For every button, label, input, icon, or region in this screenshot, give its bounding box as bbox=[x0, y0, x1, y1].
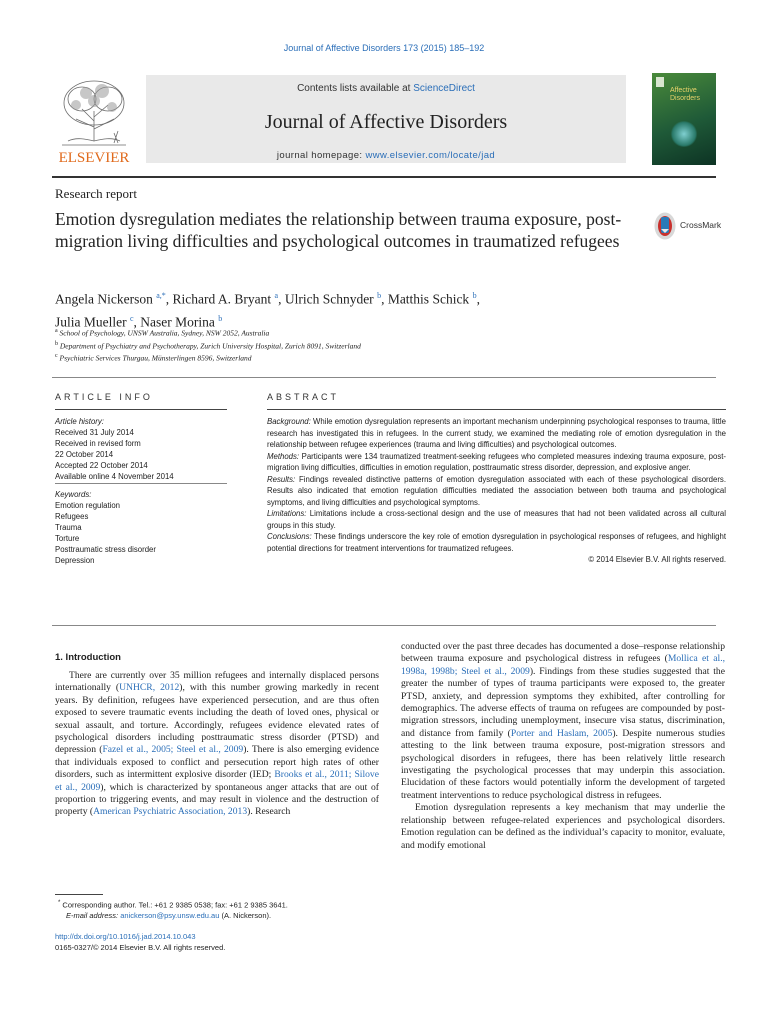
footnote-rule bbox=[55, 894, 103, 895]
publisher-name: ELSEVIER bbox=[58, 150, 130, 166]
author-affiliation-marker[interactable]: b bbox=[472, 291, 477, 300]
contents-line bbox=[146, 83, 626, 94]
abstract-section bbox=[267, 474, 726, 509]
author-name[interactable]: Ulrich Schnyder bbox=[284, 291, 374, 307]
affiliation-marker: a bbox=[55, 328, 58, 334]
affiliation-text: Department of Psychiatry and Psychotherapy, Zurich University Hospital, Zurich 8091, Switzerland bbox=[58, 341, 361, 350]
body-paragraph bbox=[401, 641, 725, 802]
author-name[interactable]: Matthis Schick bbox=[387, 291, 470, 307]
keywords-label: Keywords: bbox=[55, 490, 92, 499]
abstract-section-label: Results: bbox=[267, 474, 296, 484]
body-paragraph bbox=[55, 670, 379, 819]
affiliation-text: School of Psychology, UNSW Australia, Sydney, NSW 2052, Australia bbox=[57, 328, 270, 338]
history-item: Received in revised form bbox=[55, 439, 141, 448]
author-name[interactable]: Julia Mueller bbox=[55, 314, 127, 329]
article-info-heading: ARTICLE INFO bbox=[55, 392, 153, 402]
body-text: ). Despite numerous studies attesting to the link between trauma exposure, post-migration stressors and psychological disorders in refugees, there has been relatively little research investigating the psychological processes that may underpin this association. Elucidation of these factors would potentially inform the development of targeted treatment interventions to reduce psychological distress in refugees. bbox=[401, 727, 725, 801]
author-name[interactable]: Angela Nickerson bbox=[55, 291, 153, 307]
history-item: Received 31 July 2014 bbox=[55, 428, 134, 437]
author-affiliation-marker[interactable]: c bbox=[129, 313, 134, 323]
body-column-right bbox=[401, 641, 725, 852]
homepage-link[interactable]: www.elsevier.com/locate/jad bbox=[365, 150, 496, 161]
header-rule bbox=[52, 176, 716, 178]
abstract-section-text: Findings revealed distinctive patterns of emotion dysregulation associated with each of these psychological disorders. Results also indicated that emotion regulation difficulties mediated the association between both trauma and psychological symptoms, and living difficulties and psychological symptoms. bbox=[267, 474, 726, 507]
title-rule bbox=[52, 377, 716, 378]
author-affiliation-marker[interactable]: b bbox=[218, 313, 223, 323]
affiliation-text: Psychiatric Services Thurgau, Münsterlingen 8596, Switzerland bbox=[57, 353, 252, 363]
corresponding-author-footnote bbox=[58, 898, 378, 922]
history-item: 22 October 2014 bbox=[55, 450, 114, 459]
elsevier-tree-logo bbox=[52, 71, 136, 167]
journal-cover-image[interactable] bbox=[652, 73, 716, 165]
sciencedirect-link[interactable]: ScienceDirect bbox=[413, 83, 475, 94]
footnote-marker: * bbox=[58, 900, 61, 906]
abstract-body bbox=[267, 416, 726, 566]
citation-link[interactable]: Mollica et al., 1998a, 1998b; Steel et al., 2009 bbox=[401, 653, 725, 677]
abstract-section-text: Participants were 134 traumatized treatment-seeking refugees who completed measures indexing trauma exposure, post-migration living difficulties, difficulties in emotion regulation, posttraumatic stress disorder, depression, and explosive anger. bbox=[267, 451, 726, 472]
journal-citation[interactable]: Journal of Affective Disorders 173 (2015) 185–192 bbox=[283, 43, 485, 53]
abstract-section-label: Conclusions: bbox=[267, 532, 312, 541]
abstract-section-text: Limitations include a cross-sectional design and the use of measures that had not been validated across all cultural groups in this study. bbox=[267, 509, 726, 530]
affiliation-marker: c bbox=[55, 353, 58, 359]
body-rule bbox=[52, 625, 716, 626]
footnote-contact: Corresponding author. Tel.: +61 2 9385 0538; fax: +61 2 9385 3641. bbox=[60, 900, 288, 910]
citation-link[interactable]: American Psychiatric Association, 2013 bbox=[93, 806, 248, 818]
body-text: Emotion dysregulation represents a key mechanism that may underlie the relationship between refugee-related experiences and psychological disorders. Emotion regulation can be defined as the individual’s capacity to monitor, evaluate, and modify emotional bbox=[401, 802, 725, 851]
email-label: E-mail address: bbox=[66, 911, 121, 920]
affiliation-item bbox=[55, 339, 615, 352]
abstract-section-text: These findings underscore the key role of emotion dysregulation in psychological responses of refugees, and highlight potential directions for treatment interventions for traumatized refugees. bbox=[267, 532, 726, 553]
affiliation-item bbox=[55, 351, 615, 364]
abstract-heading: ABSTRACT bbox=[267, 392, 340, 402]
author-name[interactable]: Naser Morina bbox=[140, 314, 215, 329]
cover-label-1: Affective bbox=[670, 87, 697, 94]
citation-link[interactable]: Brooks et al., 2011; Silove et al., 2009 bbox=[55, 769, 379, 793]
abstract-section-label: Methods: bbox=[267, 451, 300, 461]
contents-prefix: Contents lists available at bbox=[297, 83, 414, 94]
homepage-prefix: journal homepage: bbox=[276, 150, 366, 161]
body-text: ). Findings from these studies suggested that the greater the number of types of trauma participants were exposed to, the greater PTSD, anxiety, and depression symptoms they exhibited, after controlling for demographics. The adverse effects of trauma on refugees are compounded by post-migration stressors, including unemployment, insecure visa status, discrimination, and distance from family ( bbox=[401, 665, 725, 739]
author-name[interactable]: Richard A. Bryant bbox=[172, 291, 272, 307]
keywords-block bbox=[55, 489, 227, 566]
abstract-section-label: Limitations: bbox=[267, 509, 307, 518]
keyword-item: Emotion regulation bbox=[55, 501, 121, 510]
author-list: Angela Nickerson $^{a,*}$, Richard A. Bryant $^a$, Ulrich Schnyder $^b$, Matthis Schick $^b$, Julia Mueller $^c$, Naser Morina $^b$ bbox=[55, 291, 480, 329]
article-history bbox=[55, 416, 227, 482]
citation-link[interactable]: Fazel et al., 2005; Steel et al., 2009 bbox=[102, 744, 244, 756]
body-text: ). There is also emerging evidence that individuals exposed to conflict and persecution report high rates of other disorders, such as intermittent explosive disorder (IED; bbox=[55, 744, 380, 781]
doi-block bbox=[55, 932, 225, 953]
crossmark-label: CrossMark bbox=[680, 220, 722, 230]
keywords-rule bbox=[55, 483, 227, 484]
affiliation-item bbox=[55, 326, 615, 339]
author-affiliation-marker[interactable]: b bbox=[377, 291, 382, 300]
abstract-section bbox=[267, 508, 726, 531]
email-link[interactable]: anickerson@psy.unsw.edu.au bbox=[120, 911, 220, 920]
abstract-section-text: While emotion dysregulation represents an important mechanism underpinning psychological responses to trauma, little research has investigated this in refugees. In the current study, we examined the mediating role of emotion dysregulation in the relationship between refugee experiences (trauma and living difficulties) and psychological outcomes. bbox=[267, 417, 726, 449]
article-title: Emotion dysregulation mediates the relationship between trauma exposure, post-migration living difficulties and psychological outcomes in traumatized refugees bbox=[55, 209, 622, 251]
crossmark-icon bbox=[654, 212, 676, 240]
journal-title: Journal of Affective Disorders bbox=[264, 111, 508, 133]
section-heading-introduction: 1. Introduction bbox=[55, 652, 121, 663]
abstract-section bbox=[267, 416, 726, 451]
email-suffix: (A. Nickerson). bbox=[219, 911, 272, 920]
keyword-item: Depression bbox=[55, 556, 95, 565]
citation-link[interactable]: Porter and Haslam, 2005 bbox=[510, 727, 613, 739]
affiliations bbox=[55, 326, 615, 364]
homepage-line bbox=[146, 150, 626, 161]
cover-label-2: Disorders bbox=[670, 95, 700, 102]
body-text: ), which is characterized by spontaneous anger attacks that are out of proportion to triggering events, and may result in violence and the destruction of property ( bbox=[55, 781, 379, 818]
article-type: Research report bbox=[55, 186, 137, 201]
history-item: Available online 4 November 2014 bbox=[55, 472, 174, 481]
body-paragraph bbox=[401, 802, 725, 852]
abstract-section bbox=[267, 451, 726, 474]
author-affiliation-marker[interactable]: a bbox=[274, 291, 279, 300]
crossmark-badge[interactable] bbox=[654, 212, 729, 242]
abstract-section bbox=[267, 531, 726, 554]
abstract-rule bbox=[267, 409, 726, 410]
body-text: ). Research bbox=[247, 806, 291, 818]
author-affiliation-marker[interactable]: a,* bbox=[156, 291, 166, 300]
citation-link[interactable]: UNHCR, 2012 bbox=[119, 682, 180, 694]
keyword-item: Refugees bbox=[55, 512, 89, 521]
body-text: There are currently over 35 million refugees and internally displaced persons internationally ( bbox=[55, 670, 379, 694]
body-text: conducted over the past three decades has documented a dose–response relationship between trauma exposure and psychological distress in refugees ( bbox=[401, 641, 725, 665]
abstract-copyright: © 2014 Elsevier B.V. All rights reserved. bbox=[588, 555, 726, 564]
affiliation-marker: b bbox=[55, 340, 58, 347]
masthead bbox=[52, 71, 716, 169]
body-text: ), with this number growing markedly in recent years. By definition, refugees have experienced persecution, and are thus often exposed to severe traumatic events including the death of loved ones, physical or sexual assault, and torture. Accordingly, refugees evidence elevated rates of psychological disorders including posttraumatic stress disorder (PTSD) and depression ( bbox=[55, 682, 379, 756]
keyword-item: Trauma bbox=[55, 523, 82, 532]
journal-banner bbox=[146, 75, 626, 163]
keyword-item: Torture bbox=[55, 534, 80, 543]
history-label: Article history: bbox=[55, 417, 104, 426]
issn-line: 0165-0327/© 2014 Elsevier B.V. All rights reserved. bbox=[55, 942, 226, 952]
body-column-left bbox=[55, 670, 379, 819]
article-info-rule bbox=[55, 409, 227, 410]
history-item: Accepted 22 October 2014 bbox=[55, 461, 148, 470]
doi-link[interactable]: http://dx.doi.org/10.1016/j.jad.2014.10.043 bbox=[55, 932, 196, 941]
abstract-section-label: Background: bbox=[267, 417, 311, 426]
keyword-item: Posttraumatic stress disorder bbox=[55, 545, 156, 554]
